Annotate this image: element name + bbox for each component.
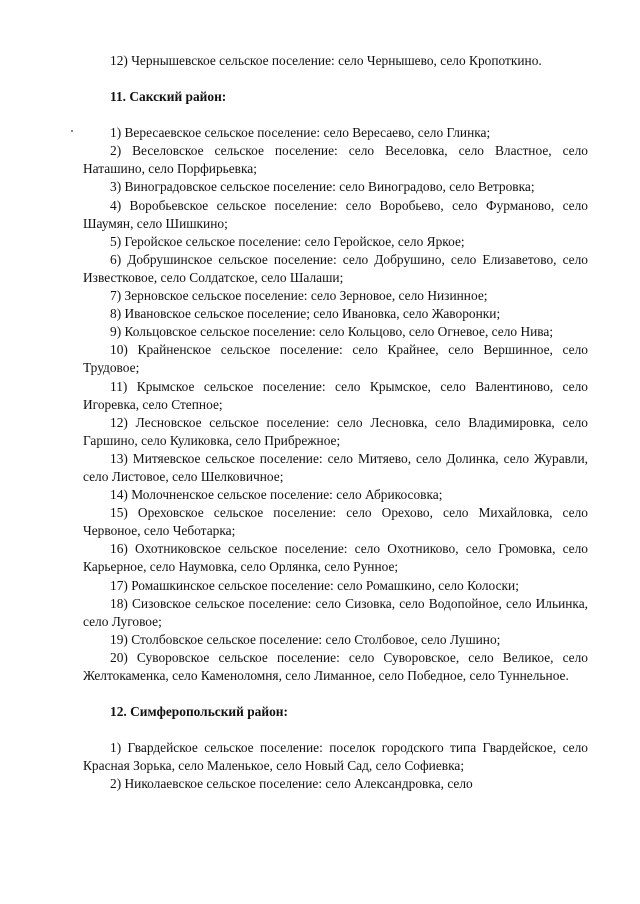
list-item: 6) Добрушинское сельское поселение: село Добрушино, село Елизаветово, село Известковое, село Солдатское, село Шалаши; (83, 251, 588, 285)
list-item: 11) Крымское сельское поселение: село Крымское, село Валентиново, село Игоревка, село Степное; (83, 378, 588, 412)
list-item: 18) Сизовское сельское поселение: село Сизовка, село Водопойное, село Ильинка, село Луговое; (83, 595, 588, 629)
list-item: 16) Охотниковское сельское поселение: село Охотниково, село Громовка, село Карьерное, село Наумовка, село Орлянка, село Рунное; (83, 541, 588, 575)
list-item: 20) Суворовское сельское поселение: село Суворовское, село Великое, село Желтокаменка, село Каменоломня, село Лиманное, село Победное, село Туннельное. (83, 649, 588, 683)
list-item: 3) Виноградовское сельское поселение: село Виноградово, село Ветровка; (110, 179, 535, 195)
list-item: 17) Ромашкинское сельское поселение: село Ромашкино, село Колоски; (110, 577, 519, 593)
list-item: 8) Ивановское сельское поселение; село Ивановка, село Жаворонки; (110, 306, 501, 322)
section-list (83, 124, 588, 685)
list-item: 2) Николаевское сельское поселение: село Александровка, село (110, 776, 473, 792)
list-item: 13) Митяевское сельское поселение: село Митяево, село Долинка, село Журавли, село Листовое, село Шелковичное; (83, 450, 588, 484)
list-item: 14) Молочненское сельское поселение: село Абрикосовка; (110, 487, 443, 503)
list-item: 10) Крайненское сельское поселение: село Крайнее, село Вершинное, село Трудовое; (83, 342, 588, 376)
list-item: 5) Геройское сельское поселение: село Геройское, село Яркое; (110, 233, 465, 249)
list-item: 1) Вересаевское сельское поселение: село Вересаево, село Глинка; (110, 125, 491, 141)
list-item: 7) Зерновское сельское поселение: село Зерновое, село Низинное; (110, 288, 488, 304)
section-heading: 11. Сакский район: (110, 89, 227, 105)
list-item: 4) Воробьевское сельское поселение: село Воробьево, село Фурманово, село Шаумян, село Шишкино; (83, 197, 588, 231)
list-item: 1) Гвардейское сельское поселение: поселок городского типа Гвардейское, село Красная Зорька, село Маленькое, село Новый Сад, село Софиевка; (83, 740, 588, 774)
section-heading: 12. Симферопольский район: (110, 704, 288, 720)
section-list (83, 739, 588, 793)
list-item: 9) Кольцовское сельское поселение: село Кольцово, село Огневое, село Нива; (110, 324, 554, 340)
list-item: 2) Веселовское сельское поселение: село Веселовка, село Властное, село Наташино, село Порфирьевка; (83, 143, 588, 177)
list-item: 12) Чернышевское сельское поселение: село Чернышево, село Кропоткино. (110, 53, 542, 68)
list-item: 19) Столбовское сельское поселение: село Столбовое, село Лушино; (110, 631, 501, 647)
list-item: 15) Ореховское сельское поселение: село Орехово, село Михайловка, село Червоное, село Чеботарка; (83, 505, 588, 539)
list-item: 12) Лесновское сельское поселение: село Лесновка, село Владимировка, село Гаршино, село Куликовка, село Прибрежное; (83, 414, 588, 448)
document-page (83, 52, 588, 793)
scan-dot (71, 130, 73, 132)
